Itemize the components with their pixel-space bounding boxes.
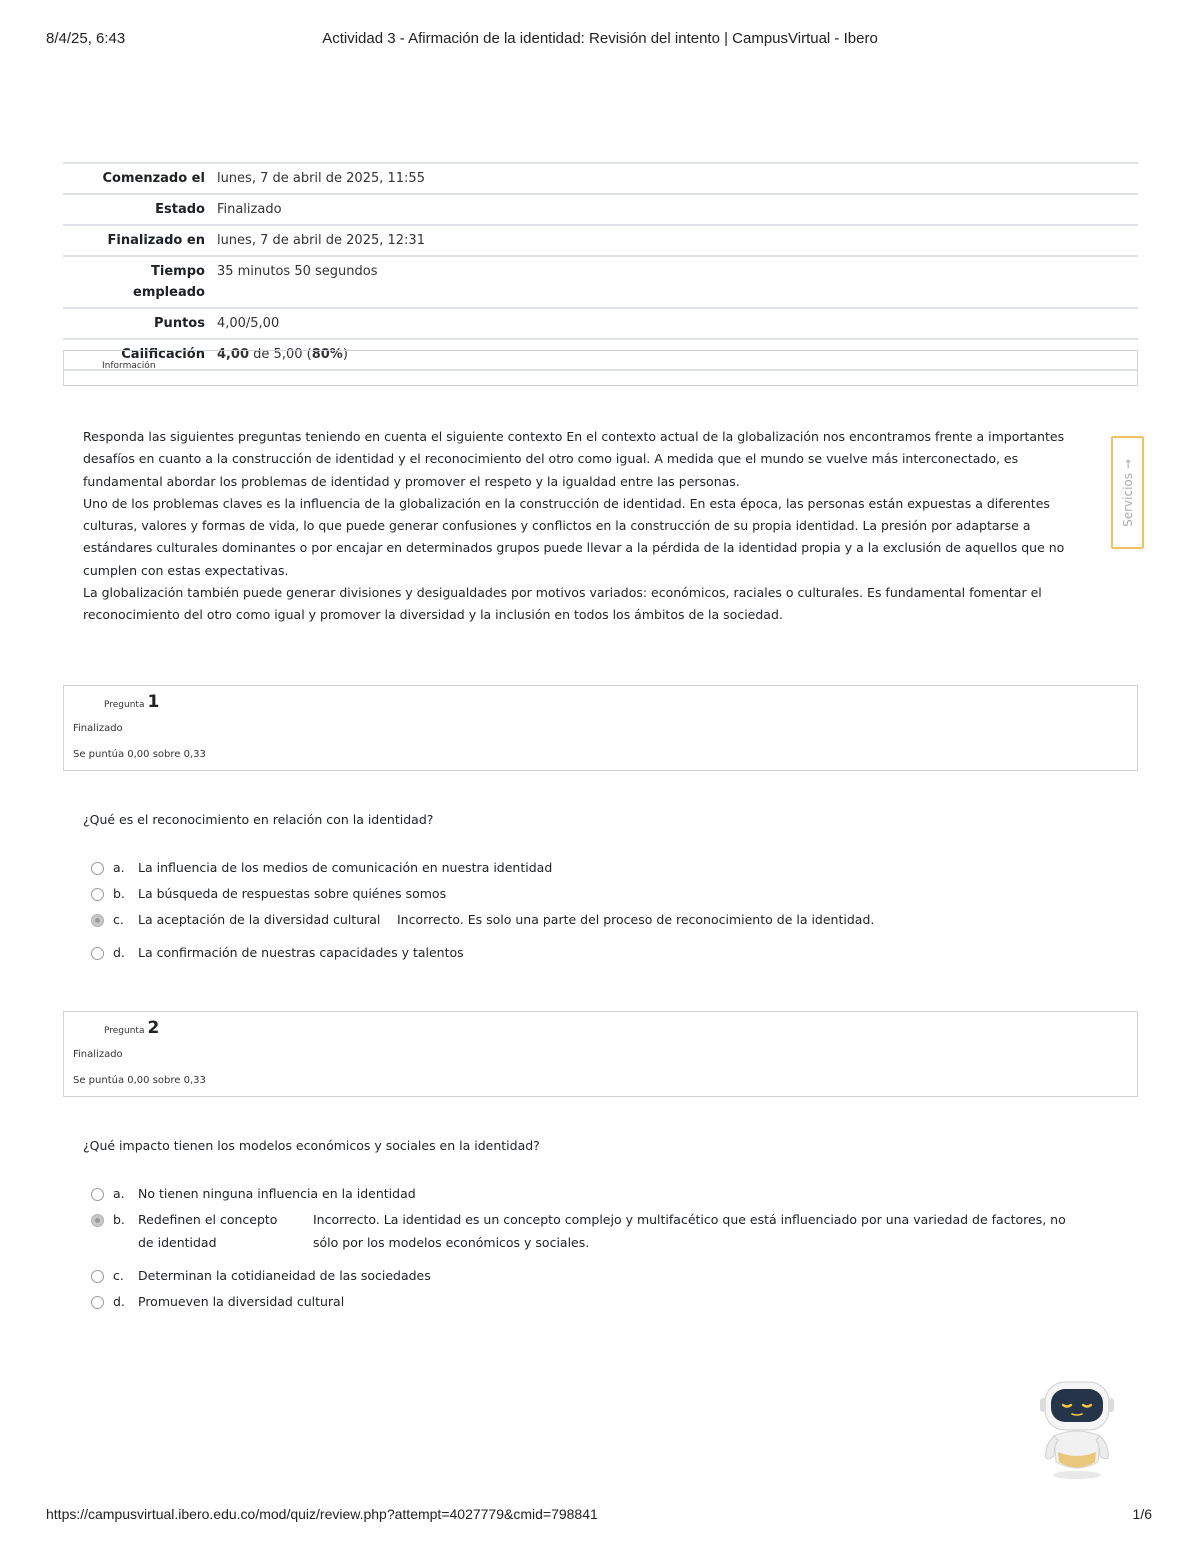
context-paragraph: Responda las siguientes preguntas teniendo en cuenta el siguiente contexto En el contexto actual de la globalización nos encontramos frente a importantes desafíos en cuanto a la construcción de identidad y el reconocimiento del otro como igual. A medida que el mundo se vuelve más interconectado, es fundamental abordar los problemas de identidad y promover el respeto y la igualdad entre las personas. [83,429,1065,489]
answer-feedback: sólo por los modelos económicos y sociales. [313,1234,590,1250]
services-tab-button[interactable] [1111,436,1144,549]
answer-text: Determinan la cotidianeidad de las sociedades [138,1268,431,1283]
summary-label: Calificación [63,339,211,370]
page-number: 1/6 [1132,1506,1152,1522]
question-state: Finalizado [73,723,123,734]
summary-row [63,256,1138,308]
answer-text: Promueven la diversidad cultural [138,1294,345,1309]
answer-letter: a. [113,1186,125,1201]
grade-close: ) [342,347,348,362]
question-header [104,1018,159,1038]
question-grade: Se puntúa 0,00 sobre 0,33 [73,749,206,760]
summary-row [63,163,1138,194]
answer-text: Redefinen el concepto [138,1212,278,1227]
radio-button[interactable] [91,947,104,960]
summary-row [63,194,1138,225]
information-label: Información [102,361,156,371]
answer-text: La búsqueda de respuestas sobre quiénes somos [138,886,447,901]
print-title: Actividad 3 - Afirmación de la identidad: Revisión del intento | CampusVirtual - Ibero [322,30,878,47]
context-paragraph: La globalización también puede generar divisiones y desigualdades por motivos variados: económicos, raciales o culturales. Es fundamental fomentar el reconocimiento del otro como igual y promover la diversidad y la inclusión en todos los ámbitos de la sociedad. [83,585,1042,623]
answer-letter: d. [113,1294,125,1309]
answer-letter: d. [113,945,125,960]
summary-row [63,308,1138,339]
context-text [83,426,1098,627]
summary-label: Comenzado el [63,163,211,194]
attempt-summary-table [63,162,1138,371]
services-label: Servicios → [1120,458,1135,527]
question-state: Finalizado [73,1049,123,1060]
answer-feedback: Incorrecto. Es solo una parte del proceso de reconocimiento de la identidad. [397,912,875,927]
question-text: ¿Qué impacto tienen los modelos económicos y sociales en la identidad? [83,1138,540,1153]
answer-text: No tienen ninguna influencia en la identidad [138,1186,416,1201]
summary-value: Finalizado [211,194,1138,225]
summary-label: Puntos [63,308,211,339]
summary-value: lunes, 7 de abril de 2025, 12:31 [211,225,1138,256]
answer-letter: a. [113,860,125,875]
grade-of: de 5,00 ( [249,347,312,362]
question-header [104,692,159,712]
summary-value: 35 minutos 50 segundos [211,256,1138,308]
print-date: 8/4/25, 6:43 [46,30,126,47]
answer-feedback: Incorrecto. La identidad es un concepto complejo y multifacético que está influenciado por una variedad de factores, no [313,1212,1066,1227]
radio-button[interactable] [91,862,104,875]
answer-text: La confirmación de nuestras capacidades y talentos [138,945,464,960]
print-header [46,30,1154,50]
summary-label: Estado [63,194,211,225]
context-paragraph: Uno de los problemas claves es la influencia de la globalización en la construcción de identidad. En esta época, las personas están expuestas a diferentes culturas, valores y formas de vida, lo que puede generar confusiones y conflictos en la construcción de su propia identidad. La presión por adaptarse a estándares culturales dominantes o por encajar en determinados grupos puede llevar a la pérdida de la identidad propia y a la exclusión de aquellos que no cumplen con estas expectativas. [83,495,1065,578]
summary-label: Tiempo empleado [63,256,211,308]
summary-label: Finalizado en [63,225,211,256]
answer-letter: c. [113,1268,124,1283]
print-footer [46,1506,1154,1526]
grade-points: 4,00 [216,347,250,362]
question-text: ¿Qué es el reconocimiento en relación con la identidad? [83,812,434,827]
question-number: 2 [147,1018,160,1038]
answer-letter: b. [113,1212,125,1227]
answer-letter: b. [113,886,125,901]
grade-percent: 80% [311,347,343,362]
summary-value: 4,00/5,00 [211,308,1138,339]
question-number: 1 [147,692,160,712]
radio-button[interactable] [91,1188,104,1201]
summary-row [63,225,1138,256]
radio-button-selected[interactable] [91,914,104,927]
radio-button[interactable] [91,1296,104,1309]
answer-letter: c. [113,912,124,927]
answer-text: de identidad [138,1234,217,1250]
chatbot-robot-icon[interactable] [1032,1376,1122,1480]
question-head-label: Pregunta [104,700,145,710]
page-url-link[interactable]: https://campusvirtual.ibero.edu.co/mod/quiz/review.php?attempt=4027779&cmid=798841 [46,1506,598,1522]
question-info-box [63,685,1138,771]
summary-value: lunes, 7 de abril de 2025, 11:55 [211,163,1138,194]
question-info-box [63,1011,1138,1097]
answer-text: La aceptación de la diversidad cultural [138,912,381,927]
question-grade: Se puntúa 0,00 sobre 0,33 [73,1075,206,1086]
answer-text: La influencia de los medios de comunicación en nuestra identidad [138,860,553,875]
radio-button[interactable] [91,888,104,901]
information-box [63,350,1138,386]
radio-button-selected[interactable] [91,1214,104,1227]
question-head-label: Pregunta [104,1026,145,1036]
radio-button[interactable] [91,1270,104,1283]
